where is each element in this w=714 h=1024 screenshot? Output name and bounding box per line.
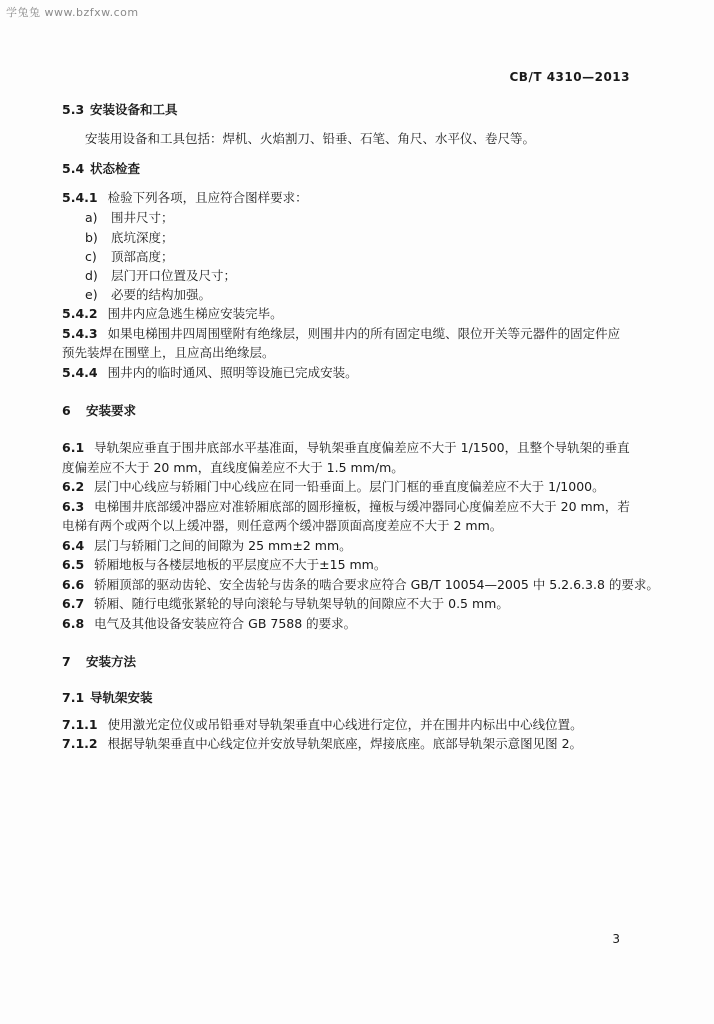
list-marker: c) [85, 249, 97, 264]
list-marker: b) [85, 230, 98, 245]
list-item [85, 268, 236, 284]
list-item [85, 210, 174, 226]
section-number: 5.3 [62, 102, 85, 117]
list-text: 围井尺寸； [111, 210, 174, 225]
section-heading-5-3 [62, 102, 178, 118]
clause-number: 6.8 [62, 616, 85, 631]
clause-number: 5.4.1 [62, 190, 98, 205]
clause-number: 6.4 [62, 538, 85, 553]
clause-number: 6.5 [62, 557, 85, 572]
page-number: 3 [612, 932, 620, 946]
clause-text: 围井内应急逃生梯应安装完毕。 [107, 306, 283, 321]
paragraph-6-7 [62, 596, 509, 612]
list-item [85, 249, 174, 265]
paragraph-6-3 [62, 499, 630, 515]
list-item [85, 230, 174, 246]
section-title: 导轨架安装 [90, 690, 153, 705]
clause-number: 6.7 [62, 596, 85, 611]
paragraph-6-3-continued: 电梯有两个或两个以上缓冲器，则任意两个缓冲器顶面高度差应不大于 2 mm。 [62, 518, 503, 533]
paragraph-7-1-2 [62, 736, 582, 752]
paragraph-5-4-4 [62, 365, 358, 381]
clause-number: 6.1 [62, 440, 85, 455]
paragraph-5-3: 安装用设备和工具包括：焊机、火焰割刀、铅垂、石笔、角尺、水平仪、卷尺等。 [85, 131, 536, 146]
clause-text: 层门中心线应与轿厢门中心线应在同一铅垂面上。层门门框的垂直度偏差应不大于 1/1000。 [94, 479, 605, 494]
clause-text: 检验下列各项，且应符合图样要求： [107, 190, 308, 205]
clause-number: 7.1.2 [62, 736, 98, 751]
paragraph-5-4-2 [62, 306, 283, 322]
clause-text: 使用激光定位仪或吊铅垂对导轨架垂直中心线进行定位，并在围井内标出中心线位置。 [107, 717, 583, 732]
section-number: 7 [62, 654, 71, 669]
section-number: 7.1 [62, 690, 85, 705]
paragraph-6-1-continued: 度偏差应不大于 20 mm，直线度偏差应不大于 1.5 mm/m。 [62, 460, 404, 475]
clause-number: 6.6 [62, 577, 85, 592]
paragraph-6-8 [62, 616, 356, 632]
clause-text: 根据导轨架垂直中心线定位并安放导轨架底座，焊接底座。底部导轨架示意图见图 2。 [107, 736, 583, 751]
section-title: 状态检查 [90, 161, 141, 176]
paragraph-5-4-3 [62, 326, 620, 342]
section-heading-6 [62, 403, 136, 419]
section-title: 安装方法 [86, 654, 137, 669]
clause-text: 轿厢、随行电缆张紧轮的导向滚轮与导轨架导轨的间隙应不大于 0.5 mm。 [94, 596, 509, 611]
paragraph-6-5 [62, 557, 386, 573]
paragraph-5-4-1 [62, 190, 308, 206]
paragraph-7-1-1 [62, 717, 583, 733]
clause-text: 轿厢地板与各楼层地板的平层度应不大于±15 mm。 [94, 557, 387, 572]
clause-text: 导轨架应垂直于围井底部水平基准面，导轨架垂直度偏差应不大于 1/1500，且整个导轨架的垂直 [94, 440, 630, 455]
clause-number: 6.3 [62, 499, 85, 514]
section-heading-5-4 [62, 161, 140, 177]
section-title: 安装设备和工具 [90, 102, 178, 117]
clause-text: 如果电梯围井四周围壁附有绝缘层，则围井内的所有固定电缆、限位开关等元器件的固定件应 [107, 326, 621, 341]
section-heading-7-1 [62, 690, 153, 706]
clause-text: 电气及其他设备安装应符合 GB 7588 的要求。 [94, 616, 357, 631]
section-title: 安装要求 [86, 403, 137, 418]
paragraph-6-2 [62, 479, 605, 495]
list-item [85, 287, 211, 303]
clause-text: 层门与轿厢门之间的间隙为 25 mm±2 mm。 [94, 538, 352, 553]
clause-text: 电梯围井底部缓冲器应对准轿厢底部的圆形撞板，撞板与缓冲器同心度偏差应不大于 20 mm，若 [94, 499, 630, 514]
clause-number: 5.4.3 [62, 326, 98, 341]
list-text: 底坑深度； [111, 230, 174, 245]
paragraph-5-4-3-continued: 预先装焊在围壁上，且应高出绝缘层。 [62, 345, 275, 360]
list-marker: d) [85, 268, 98, 283]
clause-number: 6.2 [62, 479, 85, 494]
clause-text: 围井内的临时通风、照明等设施已完成安装。 [107, 365, 358, 380]
list-text: 顶部高度； [111, 249, 174, 264]
clause-number: 5.4.4 [62, 365, 98, 380]
section-number: 5.4 [62, 161, 85, 176]
section-number: 6 [62, 403, 71, 418]
paragraph-6-1 [62, 440, 630, 456]
clause-number: 5.4.2 [62, 306, 98, 321]
list-marker: e) [85, 287, 98, 302]
list-marker: a) [85, 210, 98, 225]
clause-text: 轿厢顶部的驱动齿轮、安全齿轮与齿条的啮合要求应符合 GB/T 10054—2005 中 5.2.6.3.8 的要求。 [94, 577, 659, 592]
watermark: 学兔兔 www.bzfxw.com [6, 6, 139, 19]
clause-number: 7.1.1 [62, 717, 98, 732]
standard-code: CB/T 4310—2013 [509, 70, 630, 84]
paragraph-6-4 [62, 538, 352, 554]
paragraph-6-6 [62, 577, 659, 593]
list-text: 层门开口位置及尺寸； [111, 268, 237, 283]
section-heading-7 [62, 654, 136, 670]
list-text: 必要的结构加强。 [111, 287, 212, 302]
